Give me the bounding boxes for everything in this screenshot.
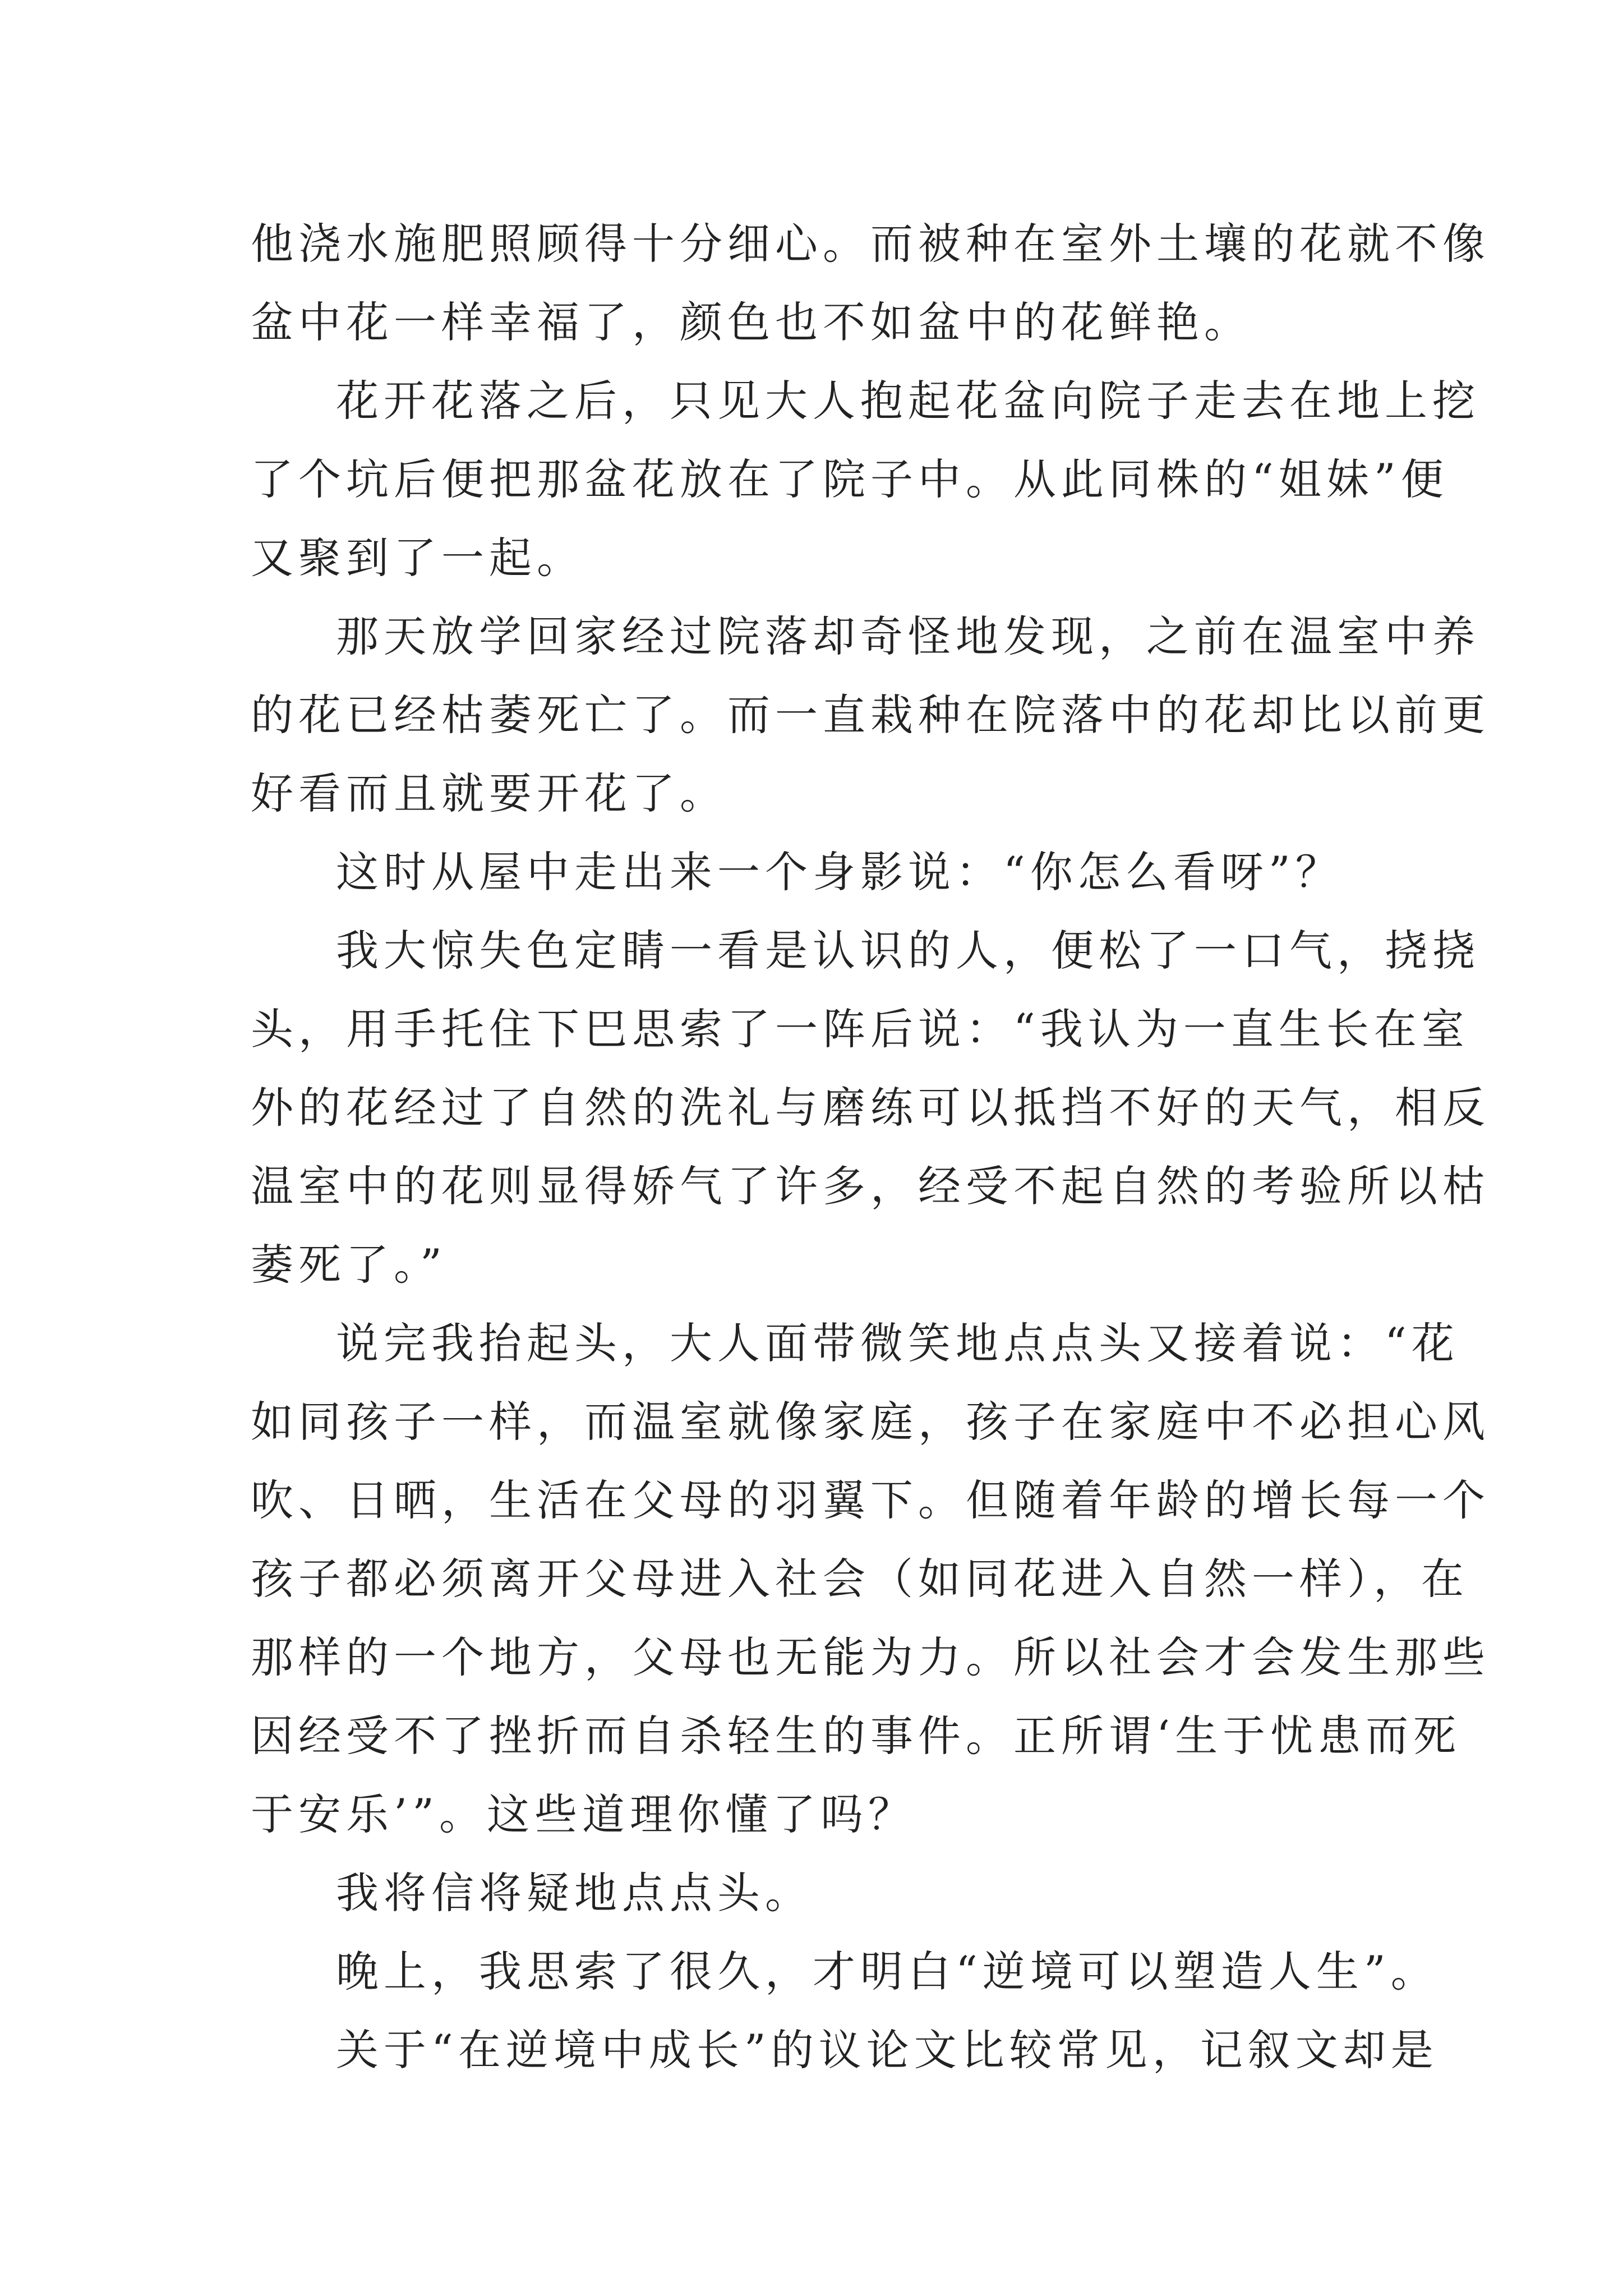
text-line: 于安乐’”。这些道理你懂了吗？ — [251, 1789, 916, 1839]
text-line: 外的花经过了自然的洗礼与磨练可以抵挡不好的天气，相反 — [251, 1083, 1490, 1133]
text-line: 因经受不了挫折而自杀轻生的事件。正所谓‘生于忧患而死 — [251, 1711, 1461, 1761]
text-line: 那天放学回家经过院落却奇怪地发现，之前在温室中养 — [336, 611, 1480, 661]
text-line: 他浇水施肥照顾得十分细心。而被种在室外土壤的花就不像 — [251, 219, 1490, 269]
text-line: 这时从屋中走出来一个身影说：“你怎么看呀”？ — [336, 847, 1343, 897]
text-line: 萎死了。” — [251, 1240, 447, 1290]
text-line: 吹、日晒，生活在父母的羽翼下。但随着年龄的增长每一个 — [251, 1475, 1490, 1525]
text-line: 我将信将疑地点点头。 — [336, 1868, 813, 1918]
text-line: 了个坑后便把那盆花放在了院子中。从此同株的“姐妹”便 — [251, 454, 1449, 504]
text-line: 那样的一个地方，父母也无能为力。所以社会才会发生那些 — [251, 1632, 1490, 1682]
text-line: 又聚到了一起。 — [251, 533, 584, 583]
text-line: 关于“在逆境中成长”的议论文比较常见，记叙文却是 — [336, 2025, 1438, 2075]
text-line: 温室中的花则显得娇气了许多，经受不起自然的考验所以枯 — [251, 1161, 1490, 1211]
text-line: 如同孩子一样，而温室就像家庭，孩子在家庭中不必担心风 — [251, 1397, 1490, 1447]
text-line: 盆中花一样幸福了，颜色也不如盆中的花鲜艳。 — [251, 297, 1252, 347]
text-line: 说完我抬起头，大人面带微笑地点点头又接着说：“花 — [336, 1318, 1459, 1368]
text-line: 头，用手托住下巴思索了一阵后说：“我认为一直生长在室 — [251, 1004, 1469, 1054]
text-line: 好看而且就要开花了。 — [251, 769, 727, 818]
text-line: 的花已经枯萎死亡了。而一直栽种在院落中的花却比以前更 — [251, 690, 1490, 740]
text-line: 我大惊失色定睛一看是认识的人，便松了一口气，挠挠 — [336, 926, 1480, 976]
body-text — [251, 205, 1490, 2090]
text-line: 花开花落之后，只见大人抱起花盆向院子走去在地上挖 — [336, 376, 1480, 426]
text-line: 孩子都必须离开父母进入社会（如同花进入自然一样），在 — [251, 1554, 1469, 1604]
text-line: 晚上，我思索了很久，才明白“逆境可以塑造人生”。 — [336, 1947, 1438, 1996]
